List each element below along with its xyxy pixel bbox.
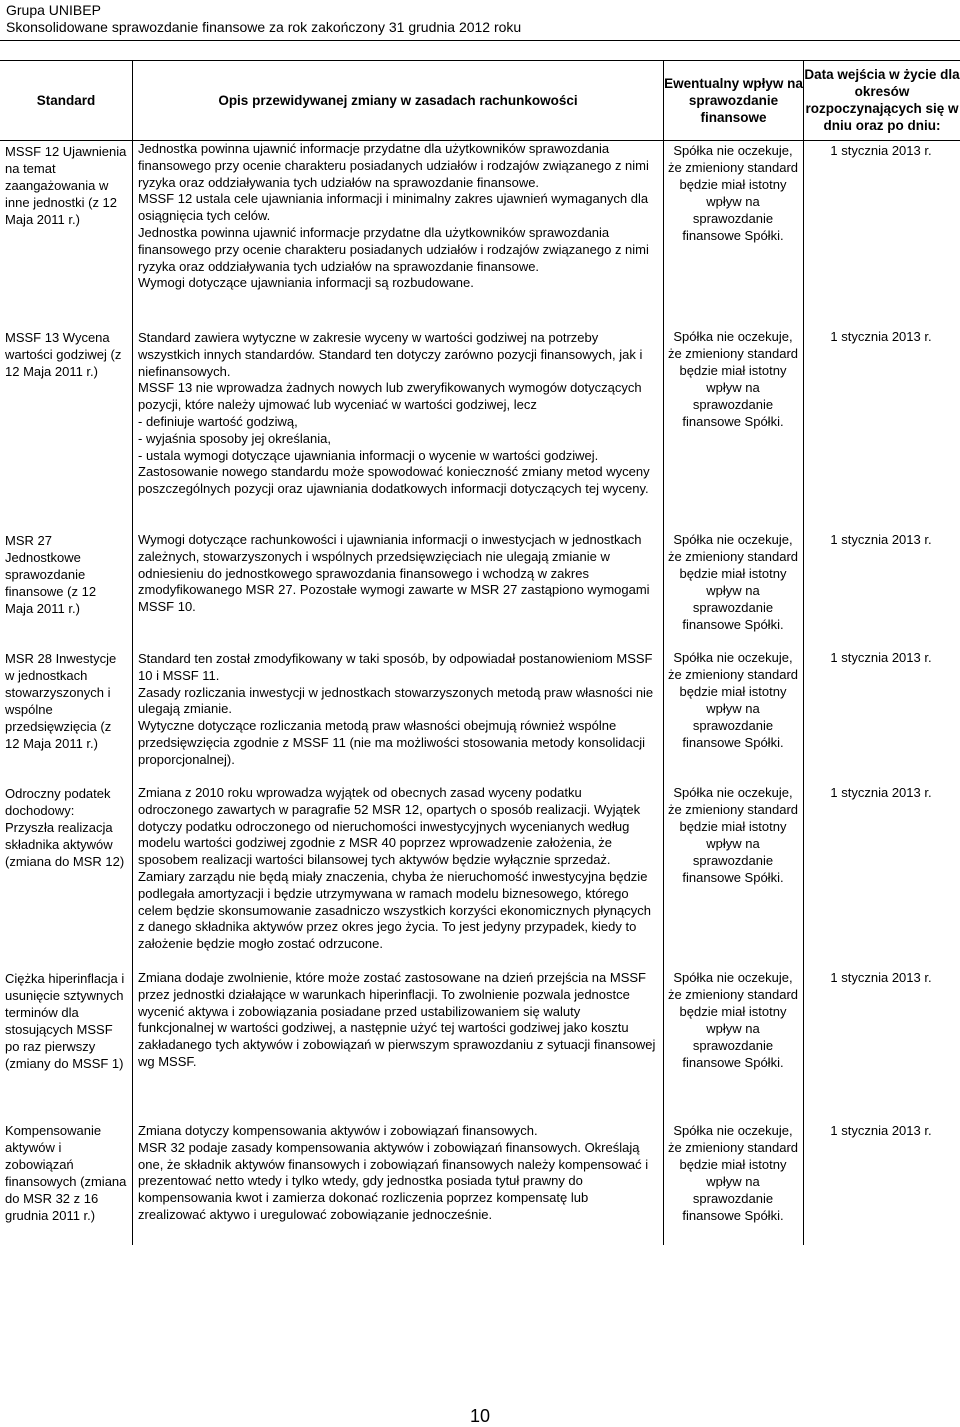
effective-date: 1 stycznia 2013 r. <box>830 785 932 800</box>
description-paragraph: MSR 32 podaje zasady kompensowania aktywów i zobowiązań finansowych. Określają one, że składnik aktywów finansowych i zobowiązań finansowych należy kompensować i prezentować netto wtedy i tylko wtedy, gdy jednostka posiada tytuł prawny do kompensowania kwot i zamierza dokonać rozliczenia poprzez kompensatę lub zrealizować aktywo i uregulować zobowiązanie jednocześnie. <box>138 1139 649 1222</box>
header-description: Opis przewidywanej zmiany w zasadach rachunkowości <box>218 92 578 108</box>
effective-date: 1 stycznia 2013 r. <box>830 532 932 547</box>
report-title: Skonsolidowane sprawozdanie finansowe za rok zakończony 31 grudnia 2012 roku <box>6 19 522 35</box>
description-paragraph: Wymogi dotyczące rachunkowości i ujawniania informacji o inwestycjach w jednostkach zależnych, stowarzyszonych i wspólnych przedsięwzięciach nie ulegają zmianie w odniesieniu do jednostkowego sprawozdania finansowego i wchodzą w zakres zmodyfikowanego MSR 27. Pozostałe wymogi zawarte w MSR 27 zastąpiono wymogami MSSF 10. <box>138 532 650 615</box>
description-paragraph: Jednostka powinna ujawnić informacje przydatne dla użytkowników sprawozdania finansowego przy ocenie charakteru posiadanych udziałów i rodzajów związanego z nimi ryzyka oraz oddziaływania tych udziałów na sprawozdanie finansowe. <box>138 141 649 190</box>
column-divider <box>803 60 804 1245</box>
description-paragraph: - ustala wymogi dotyczące ujawniania informacji o wycenie w wartości godziwej. <box>138 447 599 463</box>
effective-date: 1 stycznia 2013 r. <box>830 329 932 344</box>
impact-text: Spółka nie oczekuje, że zmieniony standard będzie miał istotny wpływ na sprawozdanie finansowe Spółki. <box>667 650 799 751</box>
standard-name: Kompensowanie aktywów i zobowiązań finansowych (zmiana do MSR 32 z 16 grudnia 2011 r.) <box>5 1123 127 1223</box>
effective-date: 1 stycznia 2013 r. <box>830 650 932 665</box>
company-name: Grupa UNIBEP <box>6 2 101 18</box>
impact-text: Spółka nie oczekuje, że zmieniony standard będzie miał istotny wpływ na sprawozdanie finansowe Spółki. <box>667 532 799 633</box>
impact-text: Spółka nie oczekuje, że zmieniony standard będzie miał istotny wpływ na sprawozdanie finansowe Spółki. <box>667 329 799 430</box>
description-paragraph: Standard ten został zmodyfikowany w taki sposób, by odpowiadał postanowieniom MSSF 10 i MSSF 11. <box>138 651 653 683</box>
column-divider <box>132 60 133 1245</box>
header-standard: Standard <box>36 92 96 108</box>
effective-date: 1 stycznia 2013 r. <box>830 1123 932 1138</box>
description-paragraph: Zmiana dodaje zwolnienie, które może zostać zastosowane na dzień przejścia na MSSF przez jednostki działające w warunkach hiperinflacji. To zwolnienie pozwala jednostce wycenić aktywa i zobowiązania posiadane przed ustabilizowaniem się waluty funkcjonalnej w wartości godziwej, a następnie użyć tej wartości godziwej jako kosztu zakładanego tych aktywów i zobowiązań w pierwszym sprawozdaniu z sytuacji finansowej wg MSSF. <box>138 970 656 1069</box>
description-paragraph: - wyjaśnia sposoby jej określania, <box>138 430 331 446</box>
effective-date: 1 stycznia 2013 r. <box>830 143 932 158</box>
description-block <box>138 970 658 1071</box>
standard-name: MSR 28 Inwestycje w jednostkach stowarzyszonych i wspólne przedsięwzięcia (z 12 Maja 2011 r.) <box>5 651 117 751</box>
header-date: Data wejścia w życie dla okresów rozpoczynających się w dniu oraz po dniu: <box>804 67 960 133</box>
description-paragraph: MSSF 13 nie wprowadza żadnych nowych lub zweryfikowanych wymogów dotyczących pozycji, które należy ujmować lub wyceniać w wartości godziwej, lecz <box>138 380 642 413</box>
impact-text: Spółka nie oczekuje, że zmieniony standard będzie miał istotny wpływ na sprawozdanie finansowe Spółki. <box>667 143 799 244</box>
description-paragraph: Standard zawiera wytyczne w zakresie wyceny w wartości godziwej na potrzeby wszystkich innych standardów. Standard ten dotyczy zarówno pozycji finansowych, jak i niefinansowych. <box>138 330 643 379</box>
standard-name: Odroczny podatek dochodowy: Przyszła realizacja składnika aktywów (zmiana do MSR 12) <box>5 786 125 869</box>
description-block <box>138 330 658 498</box>
description-block <box>138 651 658 769</box>
description-paragraph: Wymogi dotyczące ujawniania informacji są rozbudowane. <box>138 275 474 291</box>
header-divider <box>0 40 960 41</box>
description-paragraph: Zastosowanie nowego standardu może spowodować konieczność zmiany metod wyceny poszczególnych pozycji oraz ujawniania dodatkowych informacji dotyczących tej wyceny. <box>138 464 650 497</box>
impact-text: Spółka nie oczekuje, że zmieniony standard będzie miał istotny wpływ na sprawozdanie finansowe Spółki. <box>667 970 799 1071</box>
standard-name: MSR 27 Jednostkowe sprawozdanie finansowe (z 12 Maja 2011 r.) <box>5 533 97 616</box>
description-block <box>138 141 658 292</box>
description-paragraph: Zmiana dotyczy kompensowania aktywów i zobowiązań finansowych. <box>138 1123 538 1138</box>
description-block <box>138 785 658 953</box>
description-block <box>138 532 658 616</box>
description-block <box>138 1123 658 1224</box>
header-impact: Ewentualny wpływ na sprawozdanie finansowe <box>664 75 803 125</box>
description-paragraph: - definiuje wartość godziwą, <box>138 413 298 429</box>
effective-date: 1 stycznia 2013 r. <box>830 970 932 985</box>
description-paragraph: Jednostka powinna ujawnić informacje przydatne dla użytkowników sprawozdania finansowego przy ocenie charakteru posiadanych udziałów i rodzajów związanego z nimi ryzyka oraz oddziaływania tych udziałów na sprawozdanie finansowe. <box>138 224 649 274</box>
standard-name: MSSF 12 Ujawnienia na temat zaangażowania w inne jednostki (z 12 Maja 2011 r.) <box>5 144 127 227</box>
impact-text: Spółka nie oczekuje, że zmieniony standard będzie miał istotny wpływ na sprawozdanie finansowe Spółki. <box>667 785 799 886</box>
page-number: 10 <box>469 1406 491 1426</box>
description-paragraph: MSSF 12 ustala cele ujawniania informacji i minimalny zakres ujawnień wymaganych dla osiągnięcia tych celów. <box>138 191 649 224</box>
impact-text: Spółka nie oczekuje, że zmieniony standard będzie miał istotny wpływ na sprawozdanie finansowe Spółki. <box>667 1123 799 1224</box>
description-paragraph: Zmiana z 2010 roku wprowadza wyjątek od obecnych zasad wyceny podatku odroczonego zawartych w paragrafie 52 MSR 12, opartych o sposób realizacji. Wyjątek dotyczy podatku odroczonego od nieruchomości inwestycyjnych wycenianych według modelu wartości godziwej zgodnie z MSR 40 poprzez wprowadzenie założenia, że sposobem realizacji wartości bilansowej tych aktywów będzie wyłącznie sprzedaż. Zamiary zarządu nie będą miały znaczenia, chyba że nieruchomość inwestycyjna będzie podlegała amortyzacji i będzie utrzymywana w ramach modelu biznesowego, którego celem będzie skonsumowanie zasadniczo wszystkich korzyści ekonomicznych płynących z danego składnika aktywów przez okres jego życia. To jest jedyny przypadek, kiedy to założenie będzie mogło zostać odrzucone. <box>138 785 651 952</box>
standard-name: Ciężka hiperinflacja i usunięcie sztywnych terminów dla stosujących MSSF po raz pierwszy (zmiany do MSSF 1) <box>5 971 125 1071</box>
description-paragraph: Wytyczne dotyczące rozliczania metodą praw własności obejmują również wspólne przedsięwzięcia zgodnie z MSSF 11 (nie ma możliwości stosowania metody konsolidacji proporcjonalnej). <box>138 718 645 767</box>
column-divider <box>663 60 664 1245</box>
description-paragraph: Zasady rozliczania inwestycji w jednostkach stowarzyszonych metodą praw własności nie ulegają zmianie. <box>138 684 654 717</box>
page-header <box>6 2 521 36</box>
standard-name: MSSF 13 Wycena wartości godziwej (z 12 Maja 2011 r.) <box>5 330 122 379</box>
